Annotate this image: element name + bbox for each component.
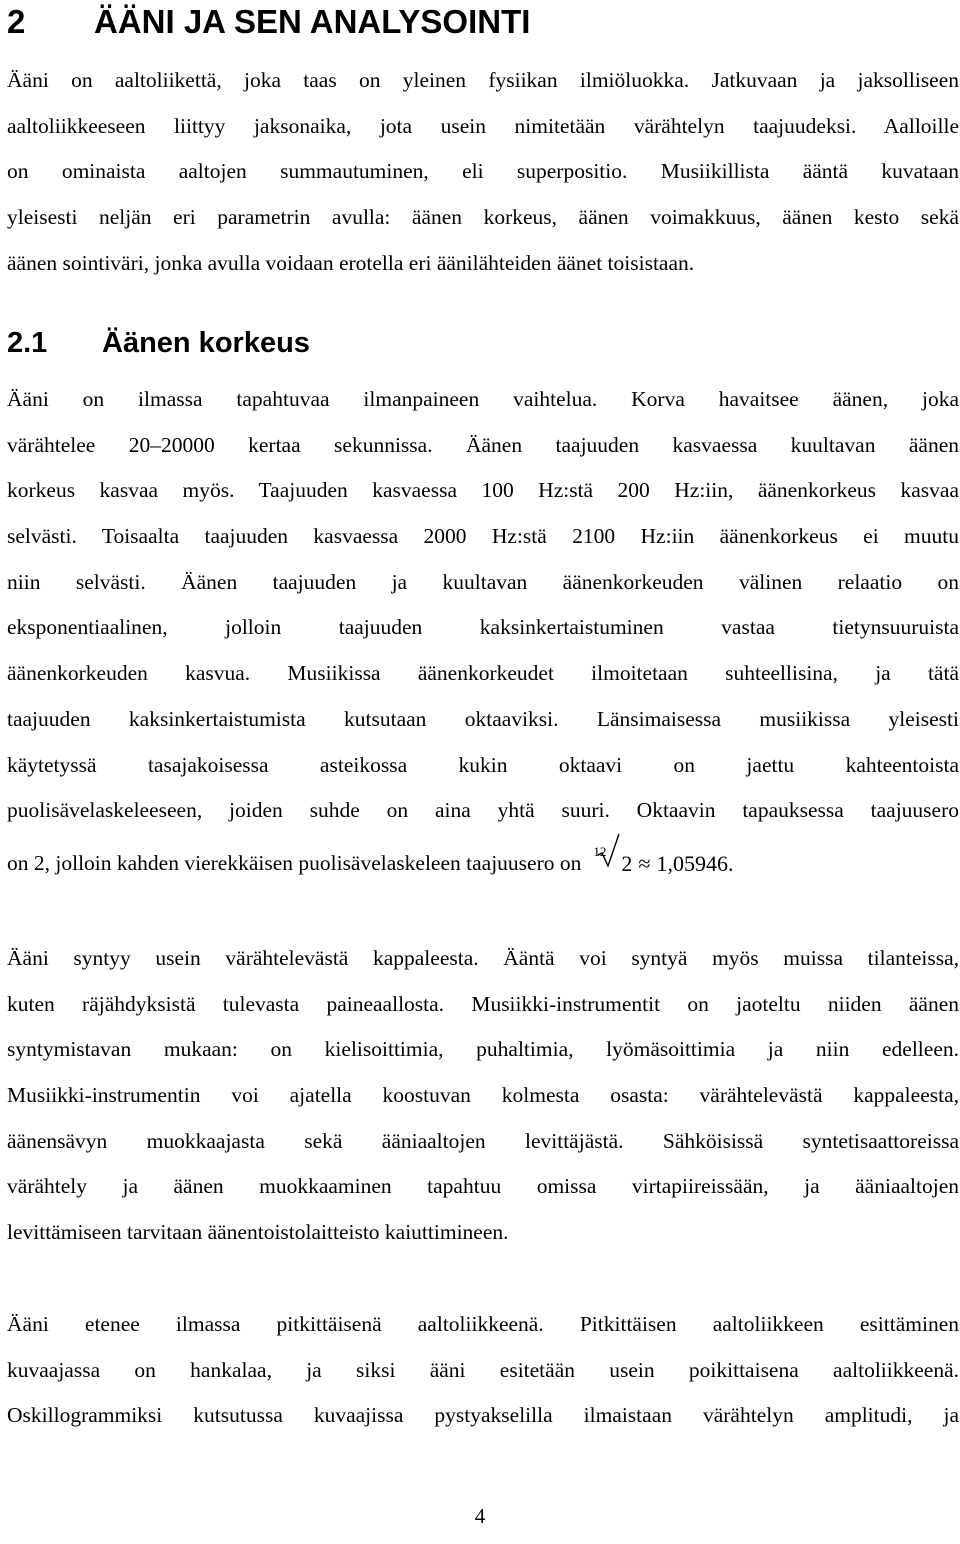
paragraph-intro <box>7 58 959 286</box>
paragraph-propagation <box>7 1302 959 1439</box>
approx-symbol: ≈ <box>638 851 651 877</box>
formula-line <box>7 834 959 887</box>
text-line: yleisesti neljän eri parametrin avulla: äänen korkeus, äänen voimakkuus, äänen kesto sekä <box>7 205 959 230</box>
text-line: Ääni syntyy usein värähtelevästä kappaleesta. Ääntä voi syntyä myös muissa tilanteissa, <box>7 946 959 970</box>
text-line: käytetyssä tasajakoisessa asteikossa kukin oktaavi on jaettu kahteentoista <box>7 752 959 777</box>
section-heading <box>7 323 310 363</box>
text-line: kuten räjähdyksistä tulevasta paineaallosta. Musiikki-instrumentit on jaoteltu niiden äänen <box>7 991 959 1016</box>
semitone-ratio-formula <box>593 841 733 887</box>
text-line: äänensävyn muokkaajasta sekä ääniaaltojen levittäjästä. Sähköisissä syntetisaattoreissa <box>7 1128 959 1153</box>
text-line: eksponentiaalinen, jolloin taajuuden kaksinkertaistuminen vastaa tietynsuuruista <box>7 615 959 640</box>
chapter-title: ÄÄNI JA SEN ANALYSOINTI <box>94 3 531 40</box>
radical-sign-icon <box>597 833 621 867</box>
chapter-heading <box>7 0 530 44</box>
text-line: syntymistavan mukaan: on kielisoittimia, puhaltimia, lyömäsoittimia ja niin edelleen. <box>7 1037 959 1062</box>
text-line: puolisävelaskeleeseen, joiden suhde on aina yhtä suuri. Oktaavin tapauksessa taajuusero <box>7 798 959 823</box>
chapter-number: 2 <box>7 3 26 40</box>
text-line: äänen sointiväri, jonka avulla voidaan erotella eri äänilähteiden äänet toisistaan. <box>7 250 695 275</box>
paragraph-instruments <box>7 936 959 1256</box>
root-index: 12 <box>593 844 607 860</box>
page-number: 4 <box>474 1504 486 1528</box>
ratio-value: 1,05946 <box>656 851 728 877</box>
twelfth-root <box>593 841 632 887</box>
text-line: taajuuden kaksinkertaistumista kutsutaan oktaaviksi. Länsimaisessa musiikissa yleisesti <box>7 706 959 731</box>
text-line: äänenkorkeuden kasvua. Musiikissa äänenkorkeudet ilmoitetaan suhteellisina, ja tätä <box>7 661 959 686</box>
paragraph-pitch <box>7 377 959 887</box>
section-number: 2.1 <box>7 327 48 359</box>
radicand: 2 <box>621 851 633 877</box>
text-line: on ominaista aaltojen summautuminen, eli superpositio. Musiikillista ääntä kuvataan <box>7 159 959 184</box>
text-line: levittämiseen tarvitaan äänentoistolaitteisto kaiuttimineen. <box>7 1220 509 1245</box>
text-line: Oskillogrammiksi kutsutussa kuvaajissa pystyakselilla ilmaistaan värähtelyn amplitudi, ja <box>7 1403 959 1428</box>
text-line: korkeus kasvaa myös. Taajuuden kasvaessa 100 Hz:stä 200 Hz:iin, äänenkorkeus kasvaa <box>7 478 959 503</box>
text-line: värähtelee 20–20000 kertaa sekunnissa. Äänen taajuuden kasvaessa kuultavan äänen <box>7 432 959 457</box>
text-line: selvästi. Toisaalta taajuuden kasvaessa 2000 Hz:stä 2100 Hz:iin äänenkorkeus ei muutu <box>7 524 959 549</box>
text-line: Musiikki-instrumentin voi ajatella koostuvan kolmesta osasta: värähtelevästä kappaleesta, <box>7 1083 959 1108</box>
text-line: kuvaajassa on hankalaa, ja siksi ääni esitetään usein poikittaisena aaltoliikkeenä. <box>7 1357 959 1382</box>
section-title: Äänen korkeus <box>102 327 310 359</box>
text-line: Ääni etenee ilmassa pitkittäisenä aaltoliikkeenä. Pitkittäisen aaltoliikkeen esittäminen <box>7 1312 959 1336</box>
text-line: värähtely ja äänen muokkaaminen tapahtuu omissa virtapiireissään, ja ääniaaltojen <box>7 1174 959 1199</box>
text-line: Ääni on aaltoliikettä, joka taas on yleinen fysiikan ilmiöluokka. Jatkuvaan ja jaksolliseen <box>7 68 959 92</box>
text-line: niin selvästi. Äänen taajuuden ja kuultavan äänenkorkeuden välinen relaatio on <box>7 569 959 594</box>
formula-lead-text: on 2, jolloin kahden vierekkäisen puolisävelaskeleen taajuusero on <box>7 851 582 876</box>
text-line: aaltoliikkeeseen liittyy jaksonaika, jota usein nimitetään värähtelyn taajuudeksi. Aalloille <box>7 113 959 138</box>
formula-end: . <box>727 851 734 877</box>
text-line: Ääni on ilmassa tapahtuvaa ilmanpaineen vaihtelua. Korva havaitsee äänen, joka <box>7 387 959 411</box>
